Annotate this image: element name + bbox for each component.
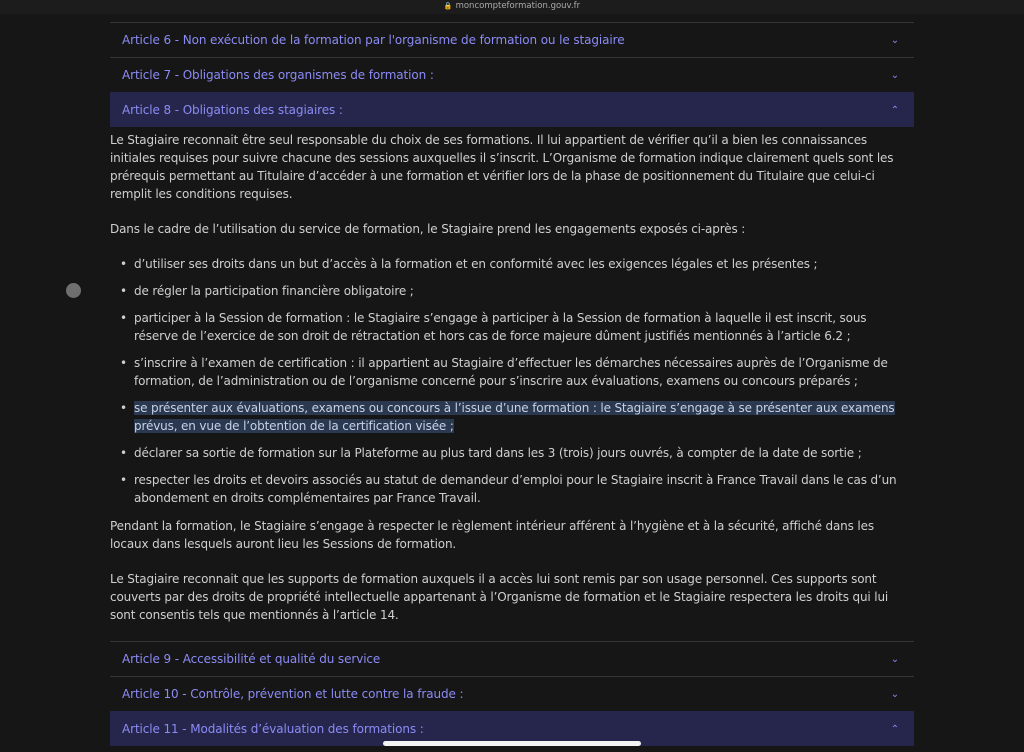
list-item: • de régler la participation financière obligatoire ; — [110, 282, 914, 300]
accordion-article-6[interactable] — [110, 22, 914, 57]
accordion-title: Article 11 - Modalités d’évaluation des formations : — [122, 722, 424, 736]
accordion-title: Article 6 - Non exécution de la formation par l'organisme de formation ou le stagiaire — [122, 33, 625, 47]
list-item: • participer à la Session de formation : le Stagiaire s’engage à participer à la Session de formation à laquelle il est inscrit, sous réserve de l’exercice de son droit de rétractation et hors cas de force majeure dûment justifiés mentionnés à l’article 6.2 ; — [110, 309, 914, 345]
article-8-content — [110, 127, 914, 624]
accordion-title: Article 8 - Obligations des stagiaires : — [122, 103, 343, 117]
list-item: • déclarer sa sortie de formation sur la Plateforme au plus tard dans les 3 (trois) jours ouvrés, à compter de la date de sortie ; — [110, 444, 914, 462]
list-item-highlighted: • se présenter aux évaluations, examens ou concours à l’issue d’une formation : le Stagiaire s’engage à se présenter aux examens prévus, en vue de l’obtention de la certification visée ; — [110, 399, 914, 435]
chevron-down-icon: ⌄ — [890, 34, 900, 46]
cgu-accordion — [110, 22, 914, 746]
engagements-list — [110, 255, 914, 507]
lock-icon: 🔒 — [443, 2, 453, 10]
assistive-touch-dot[interactable] — [66, 283, 81, 298]
browser-url-bar[interactable] — [0, 0, 1024, 14]
paragraph: Le Stagiaire reconnait que les supports de formation auxquels il a accès lui sont remis par son usage personnel. Ces supports sont couverts par des droits de propriété intellectuelle appartenant à l’Organisme de formation et le Stagiaire respectera les droits qui lui sont consentis tels que mentionnés à l’article 14. — [110, 572, 889, 622]
home-indicator[interactable] — [383, 741, 641, 746]
accordion-title: Article 7 - Obligations des organismes de formation : — [122, 68, 434, 82]
paragraph: Le Stagiaire reconnait être seul responsable du choix de ses formations. Il lui appartient de vérifier qu’il a bien les connaissances initiales requises pour suivre chacune des sessions auxquelles il s’inscrit. L’Organisme de formation indique clairement quels sont les prérequis permettant au Titulaire d’accéder à une formation et vérifier lors de la phase de positionnement du Titulaire que celui-ci remplit les conditions requises. — [110, 133, 894, 201]
chevron-down-icon: ⌄ — [890, 653, 900, 665]
url-text: moncompteformation.gouv.fr — [455, 1, 581, 11]
paragraph: Dans le cadre de l’utilisation du service de formation, le Stagiaire prend les engagements exposés ci-après : — [110, 222, 746, 236]
accordion-title: Article 9 - Accessibilité et qualité du service — [122, 652, 381, 666]
chevron-up-icon: ⌃ — [890, 723, 900, 735]
chevron-down-icon: ⌄ — [890, 69, 900, 81]
list-item: • d’utiliser ses droits dans un but d’accès à la formation et en conformité avec les exigences légales et les présentes ; — [110, 255, 914, 273]
accordion-article-10[interactable] — [110, 676, 914, 711]
accordion-article-9[interactable] — [110, 641, 914, 676]
accordion-article-8[interactable] — [110, 92, 914, 127]
chevron-down-icon: ⌄ — [890, 688, 900, 700]
paragraph: Pendant la formation, le Stagiaire s’engage à respecter le règlement intérieur afférent à l’hygiène et à la sécurité, affiché dans les locaux dans lesquels auront lieu les Sessions de formation. — [110, 519, 874, 551]
accordion-title: Article 10 - Contrôle, prévention et lutte contre la fraude : — [122, 687, 464, 701]
accordion-article-7[interactable] — [110, 57, 914, 92]
chevron-up-icon: ⌃ — [890, 104, 900, 116]
list-item: • respecter les droits et devoirs associés au statut de demandeur d’emploi pour le Stagiaire inscrit à France Travail dans le cas d’un abondement en droits complémentaires par France Travail. — [110, 471, 914, 507]
list-item: • s’inscrire à l’examen de certification : il appartient au Stagiaire d’effectuer les démarches nécessaires auprès de l’Organisme de formation, de l’administration ou de l’organisme concerné pour s’inscrire aux évaluations, examens ou concours préparés ; — [110, 354, 914, 390]
